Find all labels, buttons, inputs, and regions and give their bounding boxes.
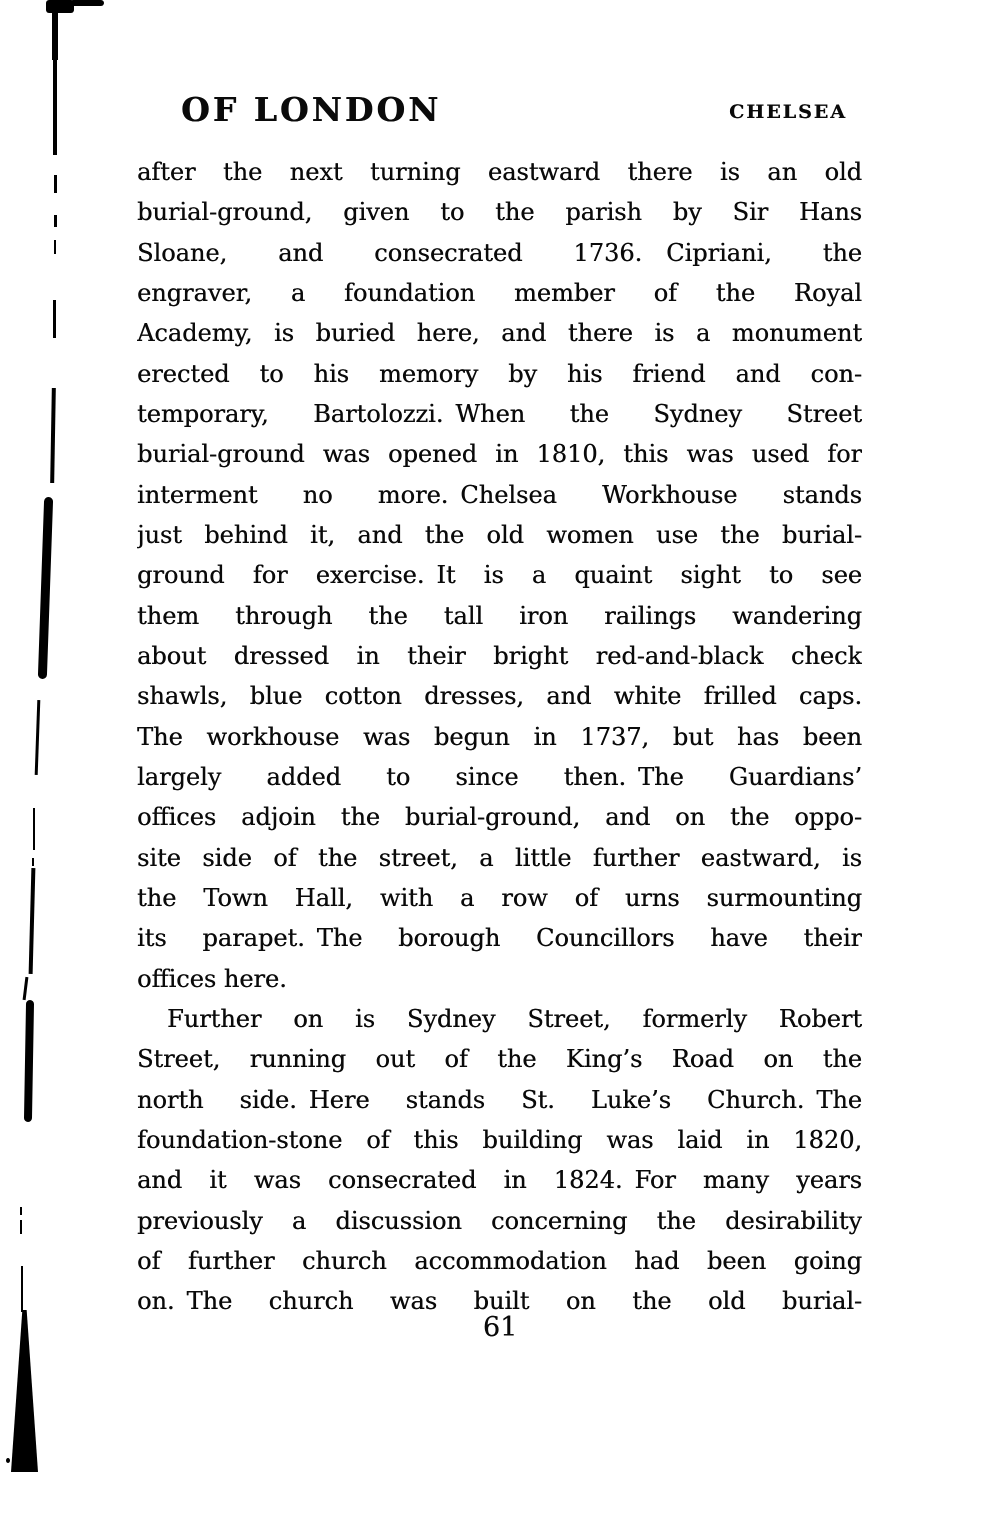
scan-mark bbox=[20, 1220, 22, 1234]
page-number: 61 bbox=[482, 1312, 518, 1343]
text-line: north side. Here stands St. Luke’s Church. The bbox=[137, 1085, 862, 1114]
text-line: Academy, is buried here, and there is a monument bbox=[137, 319, 862, 348]
text-line: of further church accommodation had been going bbox=[137, 1246, 862, 1275]
text-line: burial-ground, given to the parish by Sir Hans bbox=[137, 198, 862, 227]
scan-mark bbox=[23, 977, 29, 1000]
body-text bbox=[137, 152, 862, 1322]
text-line: largely added to since then. The Guardians’ bbox=[137, 762, 862, 791]
text-line: on. The church was built on the old burial- bbox=[137, 1287, 862, 1316]
text-line: foundation-stone of this building was laid in 1820, bbox=[137, 1125, 862, 1154]
text-line: Street, running out of the King’s Road on the bbox=[137, 1045, 862, 1074]
scan-mark bbox=[29, 868, 36, 974]
text-line: Further on is Sydney Street, formerly Robert bbox=[167, 1004, 862, 1033]
text-line: offices adjoin the burial-ground, and on the oppo- bbox=[137, 803, 862, 832]
text-line: after the next turning eastward there is an old bbox=[137, 158, 862, 186]
text-line: about dressed in their bright red-and-black check bbox=[137, 641, 862, 670]
text-line: The workhouse was begun in 1737, but has been bbox=[137, 722, 862, 751]
text-line: erected to his memory by his friend and con- bbox=[137, 359, 862, 388]
text-line: just behind it, and the old women use the burial- bbox=[137, 520, 862, 549]
text-line: Sloane, and consecrated 1736. Cipriani, the bbox=[137, 238, 862, 267]
text-line: shawls, blue cotton dresses, and white frilled caps. bbox=[137, 682, 862, 711]
scan-mark bbox=[54, 215, 57, 227]
scan-mark bbox=[50, 388, 56, 483]
scan-mark bbox=[21, 1266, 23, 1312]
scan-mark bbox=[6, 1458, 10, 1463]
text-line: burial-ground was opened in 1810, this was used for bbox=[137, 440, 862, 469]
running-head: CHELSEA bbox=[729, 101, 847, 123]
scan-mark bbox=[54, 240, 56, 254]
scan-mark bbox=[24, 1000, 34, 1122]
scan-mark bbox=[20, 1207, 22, 1215]
scan-mark bbox=[46, 0, 74, 13]
text-line: engraver, a foundation member of the Royal bbox=[137, 278, 862, 307]
text-line: them through the tall iron railings wandering bbox=[137, 601, 862, 630]
text-line: the Town Hall, with a row of urns surmounting bbox=[137, 883, 862, 912]
text-line: its parapet. The borough Councillors have their bbox=[137, 924, 862, 953]
scan-mark bbox=[53, 300, 56, 338]
scan-mark bbox=[38, 497, 53, 679]
text-line: and it was consecrated in 1824. For many years bbox=[137, 1166, 862, 1195]
scan-mark bbox=[53, 58, 57, 155]
scan-mark bbox=[33, 808, 35, 850]
page-title: OF LONDON bbox=[181, 90, 442, 129]
text-line: offices here. bbox=[137, 964, 287, 993]
text-line: ground for exercise. It is a quaint sight to see bbox=[137, 561, 862, 590]
scan-mark bbox=[35, 700, 41, 775]
text-line: site side of the street, a little further eastward, is bbox=[137, 843, 862, 872]
scan-mark bbox=[52, 0, 58, 60]
text-line: previously a discussion concerning the desirability bbox=[137, 1206, 862, 1235]
scan-mark bbox=[32, 858, 34, 866]
scan-mark bbox=[70, 0, 104, 6]
scan-mark bbox=[54, 175, 57, 193]
text-line: temporary, Bartolozzi. When the Sydney Street bbox=[137, 399, 862, 428]
text-line: interment no more. Chelsea Workhouse stands bbox=[137, 480, 862, 509]
